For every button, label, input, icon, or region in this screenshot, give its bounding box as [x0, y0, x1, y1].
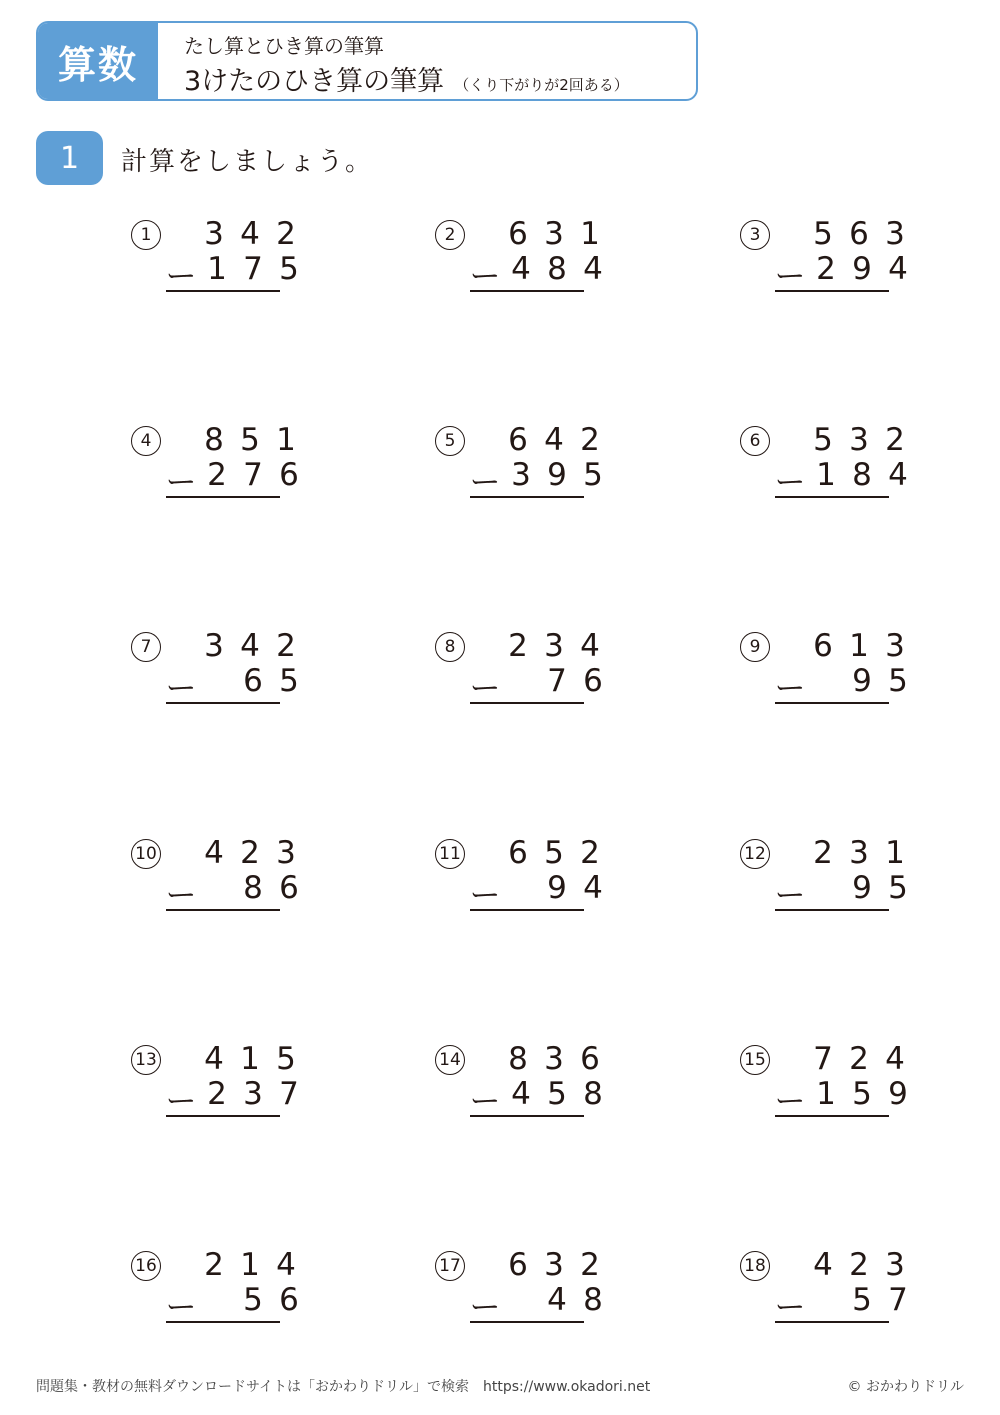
minuend [805, 628, 913, 664]
subtrahend [467, 251, 611, 295]
minuend [805, 835, 913, 871]
minuend-digit: 2 [849, 1041, 869, 1077]
subtrahend [467, 1076, 611, 1120]
minuend-digit: 3 [885, 1247, 905, 1283]
minuend-digit: 2 [580, 422, 600, 458]
subtrahend [467, 457, 611, 501]
subject-label: 算数 [38, 23, 158, 99]
subtrahend-digit: 9 [852, 870, 872, 906]
minuend-digit: 2 [580, 1247, 600, 1283]
problem-number: 13 [131, 1045, 161, 1075]
subtrahend-digit: 5 [279, 663, 299, 699]
subtrahend-digit: 7 [279, 1076, 299, 1112]
minuend [805, 1247, 913, 1283]
subtraction-problem [435, 628, 635, 718]
subtrahend-digit: 4 [511, 251, 531, 287]
subtrahend-digit [503, 870, 539, 906]
answer-line [775, 702, 889, 704]
answer-line [775, 290, 889, 292]
worksheet-title-note: （くり下がりが2回ある） [454, 76, 629, 94]
subtrahend-digit: 5 [583, 457, 603, 493]
subtraction-problem [131, 422, 331, 512]
worksheet-subtitle: たし算とひき算の筆算 [184, 34, 384, 58]
subtrahend-digit [808, 663, 844, 699]
subtrahend [772, 251, 916, 295]
minuend-digit: 6 [508, 422, 528, 458]
subtrahend-digit: 2 [816, 251, 836, 287]
minuend-digit: 2 [580, 835, 600, 871]
footer-site-note: 問題集・教材の無料ダウンロードサイトは「おかわりドリル」で検索 https://www.okadori.net [36, 1379, 651, 1395]
subtraction-problem [740, 835, 940, 925]
subtraction-problem [740, 628, 940, 718]
minus-sign: ー [469, 878, 501, 914]
subtrahend-digit: 9 [852, 251, 872, 287]
subtrahend [772, 1076, 916, 1120]
minuend-digit: 2 [885, 422, 905, 458]
answer-line [775, 1115, 889, 1117]
minus-sign: ー [165, 878, 197, 914]
subtrahend-digit [503, 1282, 539, 1318]
subtrahend-digit: 1 [207, 251, 227, 287]
minus-sign: ー [469, 671, 501, 707]
answer-line [166, 1115, 280, 1117]
subtrahend [163, 663, 307, 707]
answer-line [470, 1115, 584, 1117]
minuend-digit: 3 [204, 628, 224, 664]
subtrahend-digit: 6 [279, 457, 299, 493]
minuend-digit: 5 [813, 422, 833, 458]
minuend [196, 422, 304, 458]
subtraction-problem [131, 1041, 331, 1131]
subtrahend-digit: 4 [511, 1076, 531, 1112]
minuend-digit: 6 [813, 628, 833, 664]
problem-number: 6 [740, 426, 770, 456]
answer-line [470, 702, 584, 704]
minuend-digit: 4 [885, 1041, 905, 1077]
question-instruction: 計算をしましょう。 [121, 147, 374, 177]
minuend-digit: 6 [849, 216, 869, 252]
answer-line [166, 496, 280, 498]
subtrahend-digit: 1 [816, 457, 836, 493]
minuend [196, 216, 304, 252]
subtrahend [163, 1282, 307, 1326]
subtrahend-digit: 8 [583, 1282, 603, 1318]
minuend-digit: 3 [544, 1247, 564, 1283]
subtrahend-digit: 4 [583, 870, 603, 906]
subtraction-problem [131, 1247, 331, 1337]
minuend [196, 1041, 304, 1077]
answer-line [470, 1321, 584, 1323]
subtrahend-digit: 6 [279, 1282, 299, 1318]
answer-line [470, 909, 584, 911]
subtrahend [163, 457, 307, 501]
minuend-digit: 2 [204, 1247, 224, 1283]
subtrahend-digit: 7 [547, 663, 567, 699]
subtrahend [772, 663, 916, 707]
answer-line [470, 290, 584, 292]
subtrahend-digit: 6 [583, 663, 603, 699]
subtraction-problem [435, 216, 635, 306]
subtrahend-digit: 9 [547, 870, 567, 906]
subtraction-problem [131, 628, 331, 718]
subtrahend-digit: 5 [852, 1076, 872, 1112]
minuend [500, 628, 608, 664]
subtraction-problem [435, 835, 635, 925]
minuend [500, 422, 608, 458]
minuend-digit: 2 [276, 216, 296, 252]
subtrahend [772, 457, 916, 501]
subtrahend-digit [199, 1282, 235, 1318]
subtrahend-digit: 6 [279, 870, 299, 906]
subtrahend-digit: 7 [243, 457, 263, 493]
minuend-digit: 6 [508, 1247, 528, 1283]
subtrahend-digit: 5 [888, 870, 908, 906]
subtraction-problem [740, 216, 940, 306]
worksheet-title [184, 59, 629, 98]
minus-sign: ー [469, 1084, 501, 1120]
minuend-digit: 1 [580, 216, 600, 252]
subtrahend-digit: 5 [243, 1282, 263, 1318]
minuend-digit: 2 [849, 1247, 869, 1283]
subtrahend-digit: 3 [243, 1076, 263, 1112]
minuend [805, 216, 913, 252]
problem-number: 10 [131, 839, 161, 869]
minuend [500, 835, 608, 871]
minuend-digit: 4 [240, 628, 260, 664]
problem-number: 4 [131, 426, 161, 456]
problem-number: 9 [740, 632, 770, 662]
minuend-digit: 4 [276, 1247, 296, 1283]
subtrahend [467, 663, 611, 707]
subtraction-problem [740, 422, 940, 512]
minuend [196, 835, 304, 871]
minus-sign: ー [165, 1290, 197, 1326]
subtrahend [163, 1076, 307, 1120]
problem-number: 15 [740, 1045, 770, 1075]
subtrahend-digit [808, 1282, 844, 1318]
minus-sign: ー [469, 465, 501, 501]
answer-line [470, 496, 584, 498]
problem-number: 7 [131, 632, 161, 662]
subtrahend-digit: 4 [888, 251, 908, 287]
minuend-digit: 4 [240, 216, 260, 252]
question-number-badge: 1 [36, 131, 103, 185]
problem-number: 5 [435, 426, 465, 456]
minuend-digit: 1 [885, 835, 905, 871]
minuend-digit: 3 [849, 835, 869, 871]
minus-sign: ー [165, 1084, 197, 1120]
subtrahend-digit: 5 [852, 1282, 872, 1318]
answer-line [775, 496, 889, 498]
worksheet-header [36, 21, 698, 101]
minuend-digit: 1 [849, 628, 869, 664]
subtraction-problem [435, 422, 635, 512]
subtraction-problem [435, 1041, 635, 1131]
minus-sign: ー [774, 878, 806, 914]
subtrahend-digit: 2 [207, 457, 227, 493]
minuend-digit: 2 [508, 628, 528, 664]
subtrahend [467, 870, 611, 914]
subtraction-problem [740, 1247, 940, 1337]
problem-number: 17 [435, 1251, 465, 1281]
minus-sign: ー [774, 1084, 806, 1120]
subtrahend [163, 870, 307, 914]
answer-line [166, 1321, 280, 1323]
subtrahend-digit: 7 [888, 1282, 908, 1318]
minuend-digit: 8 [508, 1041, 528, 1077]
minuend-digit: 8 [204, 422, 224, 458]
subtrahend-digit [199, 870, 235, 906]
minuend-digit: 3 [885, 628, 905, 664]
subtrahend-digit: 9 [888, 1076, 908, 1112]
subtrahend-digit: 5 [547, 1076, 567, 1112]
subtrahend-digit: 8 [583, 1076, 603, 1112]
minuend [196, 1247, 304, 1283]
subtrahend-digit [199, 663, 235, 699]
answer-line [775, 909, 889, 911]
subtrahend-digit: 8 [547, 251, 567, 287]
minuend-digit: 6 [508, 216, 528, 252]
subtrahend-digit: 5 [279, 251, 299, 287]
minuend-digit: 1 [276, 422, 296, 458]
problem-number: 11 [435, 839, 465, 869]
subtrahend-digit: 9 [547, 457, 567, 493]
minuend-digit: 2 [240, 835, 260, 871]
minuend-digit: 6 [508, 835, 528, 871]
subtraction-problem [740, 1041, 940, 1131]
minus-sign: ー [774, 1290, 806, 1326]
subtrahend-digit: 5 [888, 663, 908, 699]
problem-number: 14 [435, 1045, 465, 1075]
subtrahend [772, 870, 916, 914]
minuend-digit: 4 [204, 1041, 224, 1077]
minus-sign: ー [165, 259, 197, 295]
minuend-digit: 5 [813, 216, 833, 252]
minus-sign: ー [165, 671, 197, 707]
minus-sign: ー [469, 1290, 501, 1326]
subtrahend [772, 1282, 916, 1326]
minuend [196, 628, 304, 664]
worksheet-title-text: 3けたのひき算の筆算 [184, 66, 445, 97]
minuend [805, 422, 913, 458]
minus-sign: ー [774, 671, 806, 707]
minuend-digit: 3 [276, 835, 296, 871]
minuend-digit: 1 [240, 1247, 260, 1283]
minuend-digit: 4 [544, 422, 564, 458]
subtrahend-digit: 6 [243, 663, 263, 699]
problem-number: 3 [740, 220, 770, 250]
minuend-digit: 3 [885, 216, 905, 252]
subtrahend-digit: 4 [583, 251, 603, 287]
minuend-digit: 5 [240, 422, 260, 458]
minuend [500, 1247, 608, 1283]
subtrahend-digit: 8 [852, 457, 872, 493]
subtrahend-digit: 1 [816, 1076, 836, 1112]
minuend [805, 1041, 913, 1077]
minuend [500, 1041, 608, 1077]
subtraction-problem [435, 1247, 635, 1337]
minus-sign: ー [774, 259, 806, 295]
subtraction-problem [131, 216, 331, 306]
minuend-digit: 7 [813, 1041, 833, 1077]
subtrahend-digit: 4 [888, 457, 908, 493]
minuend [500, 216, 608, 252]
minus-sign: ー [774, 465, 806, 501]
subtrahend [163, 251, 307, 295]
subtrahend-digit [808, 870, 844, 906]
subtraction-problem [131, 835, 331, 925]
answer-line [166, 290, 280, 292]
problem-number: 1 [131, 220, 161, 250]
minuend-digit: 2 [276, 628, 296, 664]
problem-number: 16 [131, 1251, 161, 1281]
minuend-digit: 1 [240, 1041, 260, 1077]
subtrahend-digit: 9 [852, 663, 872, 699]
subtrahend-digit: 8 [243, 870, 263, 906]
subtrahend-digit: 7 [243, 251, 263, 287]
footer-copyright: © おかわりドリル [847, 1379, 964, 1395]
minuend-digit: 5 [544, 835, 564, 871]
minuend-digit: 3 [204, 216, 224, 252]
minuend-digit: 4 [813, 1247, 833, 1283]
answer-line [775, 1321, 889, 1323]
problem-number: 18 [740, 1251, 770, 1281]
subtrahend [467, 1282, 611, 1326]
subtrahend-digit: 2 [207, 1076, 227, 1112]
problem-number: 2 [435, 220, 465, 250]
problem-number: 12 [740, 839, 770, 869]
minus-sign: ー [469, 259, 501, 295]
minuend-digit: 4 [204, 835, 224, 871]
minuend-digit: 3 [849, 422, 869, 458]
problem-number: 8 [435, 632, 465, 662]
minuend-digit: 3 [544, 628, 564, 664]
subtrahend-digit [503, 663, 539, 699]
minuend-digit: 5 [276, 1041, 296, 1077]
minus-sign: ー [165, 465, 197, 501]
minuend-digit: 6 [580, 1041, 600, 1077]
minuend-digit: 3 [544, 1041, 564, 1077]
subtrahend-digit: 4 [547, 1282, 567, 1318]
minuend-digit: 2 [813, 835, 833, 871]
subtrahend-digit: 3 [511, 457, 531, 493]
answer-line [166, 702, 280, 704]
minuend-digit: 3 [544, 216, 564, 252]
answer-line [166, 909, 280, 911]
minuend-digit: 4 [580, 628, 600, 664]
